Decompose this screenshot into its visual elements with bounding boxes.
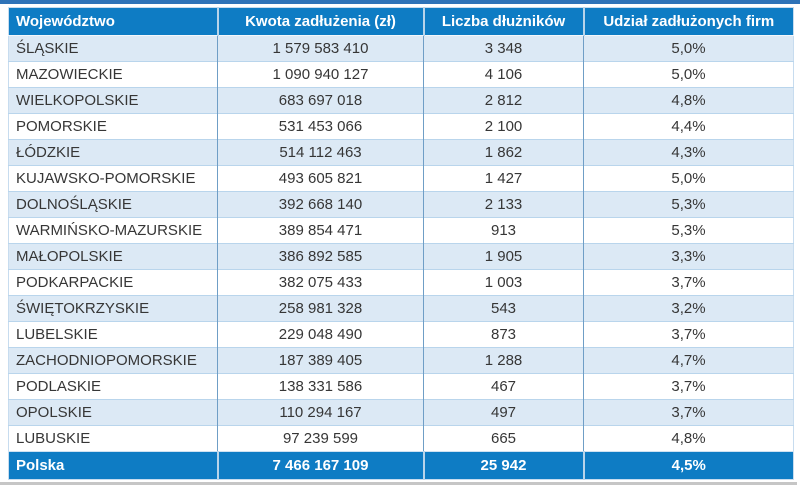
cell-amount: 683 697 018 bbox=[218, 88, 424, 114]
table-row bbox=[9, 348, 794, 374]
cell-debtors: 1 862 bbox=[424, 140, 584, 166]
cell-debtors: 1 427 bbox=[424, 166, 584, 192]
table-row bbox=[9, 322, 794, 348]
cell-region: WIELKOPOLSKIE bbox=[9, 88, 218, 114]
cell-share: 4,7% bbox=[584, 348, 794, 374]
table-row bbox=[9, 244, 794, 270]
cell-region: ŚLĄSKIE bbox=[9, 36, 218, 62]
cell-amount: 187 389 405 bbox=[218, 348, 424, 374]
cell-amount: 110 294 167 bbox=[218, 400, 424, 426]
cell-share: 5,0% bbox=[584, 62, 794, 88]
table-row bbox=[9, 62, 794, 88]
table-row bbox=[9, 426, 794, 452]
column-header-wojewodztwo: Województwo bbox=[9, 8, 218, 36]
cell-region: LUBELSKIE bbox=[9, 322, 218, 348]
cell-debtors: 913 bbox=[424, 218, 584, 244]
cell-debtors: 1 288 bbox=[424, 348, 584, 374]
table-row bbox=[9, 36, 794, 62]
cell-debtors: 497 bbox=[424, 400, 584, 426]
cell-region: WARMIŃSKO-MAZURSKIE bbox=[9, 218, 218, 244]
cell-share: 3,7% bbox=[584, 270, 794, 296]
cell-region: LUBUSKIE bbox=[9, 426, 218, 452]
cell-share: 4,8% bbox=[584, 426, 794, 452]
cell-region: ZACHODNIOPOMORSKIE bbox=[9, 348, 218, 374]
cell-amount: 514 112 463 bbox=[218, 140, 424, 166]
cell-amount: 392 668 140 bbox=[218, 192, 424, 218]
cell-share: 4,4% bbox=[584, 114, 794, 140]
cell-debtors: 1 905 bbox=[424, 244, 584, 270]
debt-by-voivodeship-table bbox=[8, 7, 794, 480]
table-row bbox=[9, 140, 794, 166]
table-container bbox=[8, 7, 800, 480]
cell-amount: 258 981 328 bbox=[218, 296, 424, 322]
table-row bbox=[9, 88, 794, 114]
cell-share: 3,7% bbox=[584, 322, 794, 348]
cell-debtors: 2 812 bbox=[424, 88, 584, 114]
cell-share: 5,0% bbox=[584, 36, 794, 62]
cell-amount: 389 854 471 bbox=[218, 218, 424, 244]
table-row bbox=[9, 374, 794, 400]
cell-region: POMORSKIE bbox=[9, 114, 218, 140]
cell-share: 3,2% bbox=[584, 296, 794, 322]
cell-region: OPOLSKIE bbox=[9, 400, 218, 426]
cell-amount: 1 090 940 127 bbox=[218, 62, 424, 88]
cell-debtors: 2 133 bbox=[424, 192, 584, 218]
cell-debtors: 873 bbox=[424, 322, 584, 348]
cell-debtors: 467 bbox=[424, 374, 584, 400]
table-footer-row bbox=[9, 452, 794, 480]
table-row bbox=[9, 270, 794, 296]
table-row bbox=[9, 218, 794, 244]
cell-share: 4,3% bbox=[584, 140, 794, 166]
column-header-liczba-dluznikow: Liczba dłużników bbox=[424, 8, 584, 36]
cell-debtors: 2 100 bbox=[424, 114, 584, 140]
column-header-kwota-zadluzenia: Kwota zadłużenia (zł) bbox=[218, 8, 424, 36]
column-header-udzial-zadluzonych-firm: Udział zadłużonych firm bbox=[584, 8, 794, 36]
table-body bbox=[9, 36, 794, 452]
footer-cell-share: 4,5% bbox=[584, 452, 794, 480]
table-row bbox=[9, 400, 794, 426]
cell-amount: 493 605 821 bbox=[218, 166, 424, 192]
cell-amount: 138 331 586 bbox=[218, 374, 424, 400]
footer-cell-region: Polska bbox=[9, 452, 218, 480]
bottom-shadow bbox=[0, 482, 797, 485]
cell-debtors: 543 bbox=[424, 296, 584, 322]
cell-share: 5,0% bbox=[584, 166, 794, 192]
footer-cell-debtors: 25 942 bbox=[424, 452, 584, 480]
cell-debtors: 665 bbox=[424, 426, 584, 452]
cell-region: DOLNOŚLĄSKIE bbox=[9, 192, 218, 218]
table-header-row bbox=[9, 8, 794, 36]
cell-region: ŚWIĘTOKRZYSKIE bbox=[9, 296, 218, 322]
table-row bbox=[9, 192, 794, 218]
cell-region: ŁÓDZKIE bbox=[9, 140, 218, 166]
cell-amount: 386 892 585 bbox=[218, 244, 424, 270]
cell-share: 3,3% bbox=[584, 244, 794, 270]
top-accent-bar bbox=[0, 0, 800, 4]
cell-debtors: 3 348 bbox=[424, 36, 584, 62]
table-row bbox=[9, 166, 794, 192]
cell-region: KUJAWSKO-POMORSKIE bbox=[9, 166, 218, 192]
cell-region: PODLASKIE bbox=[9, 374, 218, 400]
cell-debtors: 1 003 bbox=[424, 270, 584, 296]
cell-amount: 531 453 066 bbox=[218, 114, 424, 140]
cell-amount: 97 239 599 bbox=[218, 426, 424, 452]
footer-cell-amount: 7 466 167 109 bbox=[218, 452, 424, 480]
cell-amount: 229 048 490 bbox=[218, 322, 424, 348]
cell-amount: 382 075 433 bbox=[218, 270, 424, 296]
table-row bbox=[9, 114, 794, 140]
cell-amount: 1 579 583 410 bbox=[218, 36, 424, 62]
cell-share: 4,8% bbox=[584, 88, 794, 114]
cell-debtors: 4 106 bbox=[424, 62, 584, 88]
cell-share: 5,3% bbox=[584, 218, 794, 244]
table-row bbox=[9, 296, 794, 322]
cell-region: PODKARPACKIE bbox=[9, 270, 218, 296]
cell-share: 5,3% bbox=[584, 192, 794, 218]
cell-region: MAŁOPOLSKIE bbox=[9, 244, 218, 270]
cell-region: MAZOWIECKIE bbox=[9, 62, 218, 88]
cell-share: 3,7% bbox=[584, 400, 794, 426]
cell-share: 3,7% bbox=[584, 374, 794, 400]
